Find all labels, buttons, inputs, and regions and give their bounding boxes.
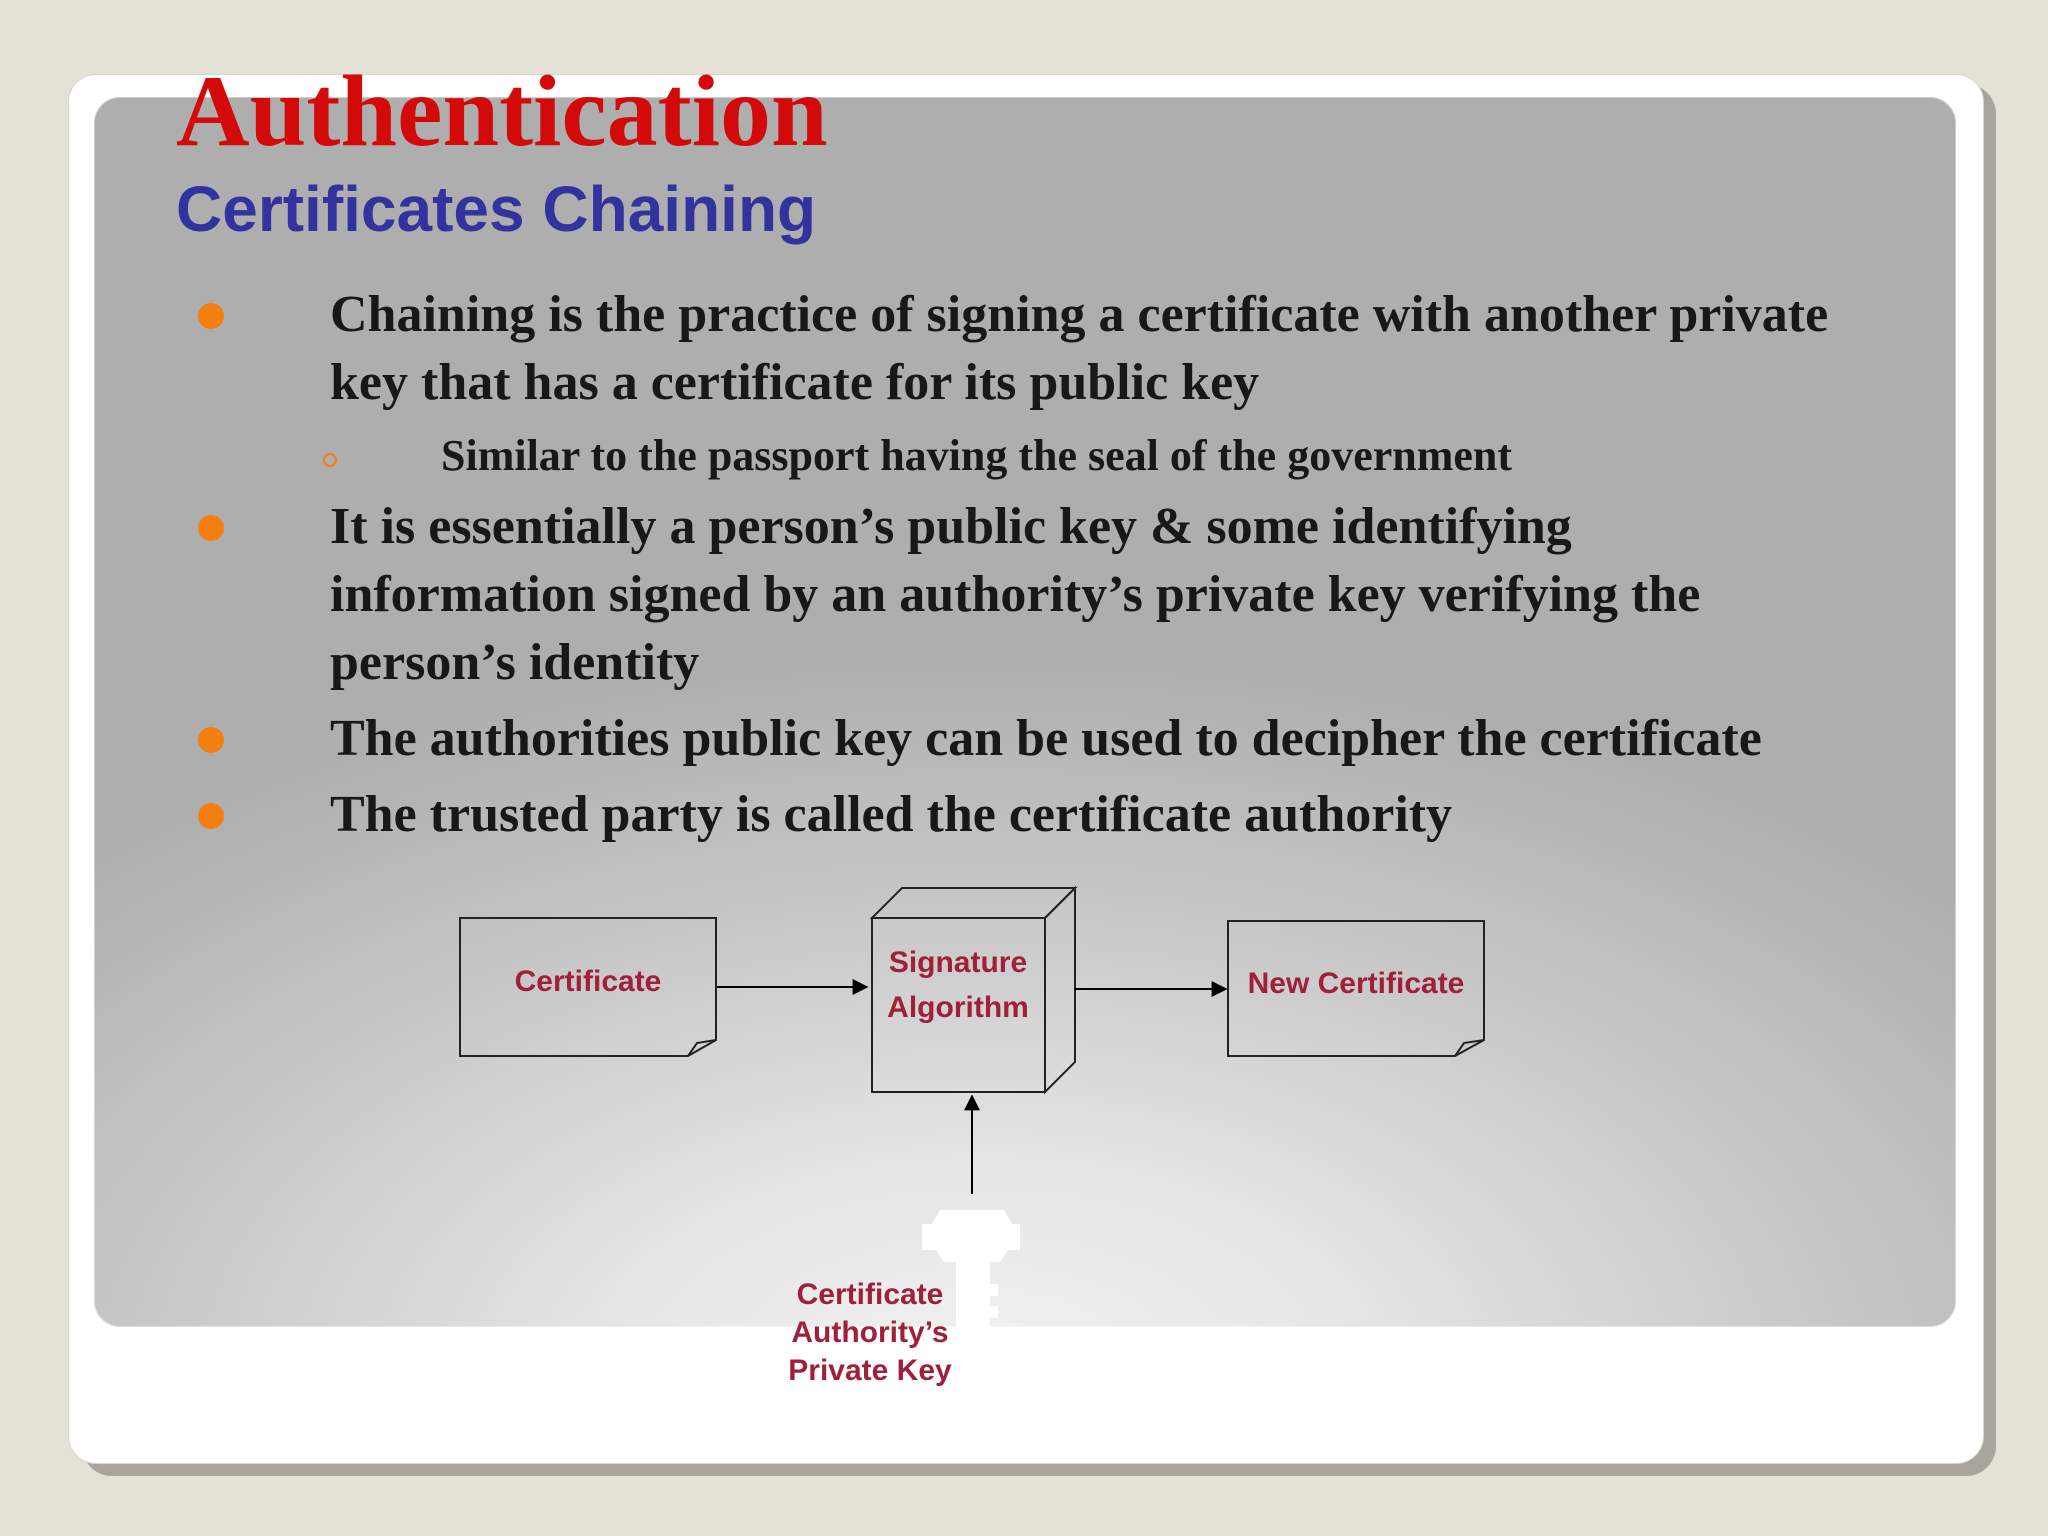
certificate-label: Certificate [514,965,662,998]
bullet-line: Chaining is the practice of signing a certificate with another private [330,286,1829,343]
bullet-line: key that has a certificate for its public key [330,354,1260,411]
bullet-line: The trusted party is called the certificate authority [330,786,1453,843]
signature-algorithm-box-icon [872,888,1075,1092]
signature-algorithm-label: Signature [888,946,1028,979]
ca-key-label: Authority’s [791,1316,949,1349]
signature-algorithm-label: Algorithm [887,991,1029,1024]
bullet-line: The authorities public key can be used to decipher the certificate [330,710,1762,767]
slide-title: Authentication [176,55,828,168]
ca-key-label: Private Key [788,1354,952,1387]
ca-key-label: Certificate [796,1278,944,1311]
slide-subtitle: Certificates Chaining [176,173,817,245]
bullet-line: It is essentially a person’s public key & some identifying [330,498,1572,555]
bullet-line: person’s identity [330,634,700,691]
bullet-line: information signed by an authority’s private key verifying the [330,566,1701,623]
new-certificate-label: New Certificate [1247,967,1465,1000]
sub-bullet-text: Similar to the passport having the seal of the government [441,431,1513,480]
